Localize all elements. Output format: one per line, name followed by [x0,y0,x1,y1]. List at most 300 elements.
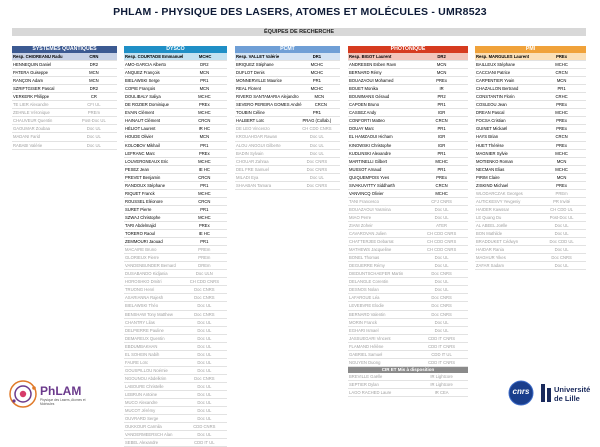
member-status: PREm [198,255,211,261]
member-status: CH CDD CNRS [426,247,457,253]
member-name: Resp. COURTADE Emmanuel [125,54,184,59]
member-row [348,117,468,125]
member-row [124,85,227,93]
member-name: CHANTRY Lilas [125,319,155,325]
member-status: MCHC [198,94,211,100]
member-status: PREx [436,174,447,180]
member-status: CRCN [435,118,448,124]
member-row [124,246,227,254]
member-row [348,311,468,319]
member-name: EGHARI Ismael [349,327,379,333]
member-status: PR1 [437,166,446,172]
member-row [475,142,586,150]
member-name: HAIDER Kawssar [476,206,510,212]
member-row [12,109,117,117]
member-name: HOUDE Olivier [125,134,154,140]
member-row [348,343,468,351]
member-name: QUIQUEMPOIS Yves [349,174,390,180]
member-name: BERNARD Valentin [349,311,386,317]
member-row [348,327,468,335]
member-name: DESNOS Nolan [349,287,379,293]
member-name: TRUONG Henri [125,287,155,293]
member-name: HOROSHKO Dmitri [125,279,162,285]
member-row [235,117,340,125]
member-row [124,423,227,431]
member-name: BERNARD Rémy [349,70,382,76]
sub-section-heading: CIR ET Mis à disposition [348,367,468,373]
member-status: DR1 [312,54,322,59]
member-status: CRCN [435,182,448,188]
member-status: MCHC [555,150,568,156]
member-row [348,133,468,141]
member-row [124,101,227,109]
member-row [124,431,227,439]
member-name: EL SOHEIN Nabih [125,351,160,357]
page-title: PHLAM - PHYSIQUE DES LASERS, ATOMES ET MOLÉCULES - UMR8523 [113,6,487,18]
member-row [348,174,468,182]
member-row [348,206,468,214]
member-status: MCHC [198,190,211,196]
member-row [124,182,227,190]
member-name: MONNERVILLE Maurice [236,78,282,84]
member-status: IR HC [198,126,211,132]
member-row [124,278,227,286]
member-name: ZEMMOURI Jaouad [125,239,163,245]
member-name: SEBEL Alexandre [125,440,159,446]
member-status: Doc CNRS [306,166,328,172]
member-name: Resp. MARGULES Laurent [476,54,530,59]
member-status: PREm [87,110,100,116]
member-name: PIRIM Claire [476,174,500,180]
member-status: CFI UL [87,102,101,108]
member-name: FAURE Loïc [125,359,149,365]
member-row [348,190,468,198]
team-heading: PMI [475,46,586,53]
member-row [124,238,227,246]
member-row [124,311,227,319]
member-name: BADIN Sylvain [236,150,264,156]
member-status: MCN [89,78,99,84]
member-name: GLORIEUX Pierre [125,255,159,261]
member-row [235,85,340,93]
member-row [475,158,586,166]
member-status: MCHC [435,190,448,196]
member-name: HUET Thérèse [476,142,504,148]
team-column-photonique [348,46,468,397]
member-row [235,101,340,109]
member-status: Doc CNRS [306,182,328,188]
member-status: MCHC [555,110,568,116]
member-status: DREm [198,263,211,269]
member-status: Doc UL [554,231,569,237]
phlam-logo-tagline: Physique des Lasers, Atomes et Molécules [40,398,86,406]
member-name: FLAMAND Hélène [349,343,384,349]
cnrs-logo-name: cnrs [512,387,530,396]
phlam-emblem-icon [8,379,38,409]
member-name: HÉLIOT Laurent [125,126,156,132]
member-name: RANDOUX Stéphane [125,182,166,188]
member-name: MATHEWS Jacqueline [349,247,392,253]
member-row [235,182,340,190]
member-name: LE Quang Du [476,214,502,220]
member-status: Doc CNRS [431,295,452,301]
member-row [12,117,117,125]
member-row [124,190,227,198]
member-row [124,399,227,407]
member-status: IR CEA [434,389,449,395]
member-row [12,133,117,141]
member-status: CFJ CNRS [431,198,452,204]
member-name: DEMAREUX Quentin [125,335,165,341]
member-row [124,270,227,278]
member-name: COPIE François [125,86,156,92]
member-name: GABRIEL Samuel [349,351,383,357]
member-row [235,77,340,85]
member-name: COSLEOU Jean [476,102,507,108]
member-row [348,246,468,254]
member-row [124,174,227,182]
member-name: VANDERMEERSCH Alan [125,432,173,438]
member-name: HALBERT Loïc [236,118,265,124]
member-row [348,125,468,133]
member-name: BOUAZAOUI Mohamed [349,78,394,84]
member-row [475,77,586,85]
member-row [348,182,468,190]
member-name: ALOU ANGGUI Gilberte [236,142,281,148]
member-row [348,85,468,93]
member-name: NGUYEN Duong [349,359,381,365]
member-status: Doc CNRS [194,311,215,317]
member-status: MCN [199,134,210,140]
member-row [235,93,340,101]
member-row [235,150,340,158]
team-column-pcmt [235,46,340,190]
member-row [124,302,227,310]
member-status: Doc UL [197,359,212,365]
member-status: Doc UL [554,222,569,228]
member-name: DUFLOT Denis [236,70,265,76]
member-row [124,262,227,270]
member-name: TOUBIN Céline [236,110,265,116]
member-status: CDD IT UL [431,351,452,357]
team-heading: DYSCO [124,46,227,53]
member-name: MUSSOT Arnaud [349,166,382,172]
member-status: Doc UL [197,351,212,357]
university-emblem-icon [540,382,552,404]
member-name: HAYS Brian [476,134,499,140]
member-row [348,166,468,174]
member-name: CHATTERJEE Debarrat [349,239,394,245]
member-row [124,125,227,133]
member-status: CRCN [198,174,211,180]
member-status: Doc UL [434,206,449,212]
member-status: MCN [199,70,210,76]
member-status: IGR [437,110,446,116]
member-status: MCN [199,86,210,92]
member-row [348,254,468,262]
member-status: CH CDD CNRS [426,231,457,237]
member-row [475,166,586,174]
member-row [124,375,227,383]
member-name: EVAIN Clément [125,110,155,116]
member-name: MADANI Farid [13,134,40,140]
member-status: Doc UL [434,287,449,293]
member-status: Doc UL [434,319,449,325]
member-name: KUDLINSKI Alexandre [349,150,391,156]
member-row [475,174,586,182]
member-status: PR1 [200,239,209,245]
member-status: CR [90,94,97,100]
member-row [475,254,586,262]
member-name: LOUVERGNEAUX Eric [125,158,169,164]
member-name: MIAO Perre [349,214,372,220]
member-name: DOULIBALY Saliya [125,94,161,100]
member-name: DELPIERRE Pauline [125,327,164,333]
member-status: PR Invité [553,198,571,204]
member-row [348,93,468,101]
member-status: Doc CNRS [431,271,452,277]
member-row [475,238,586,246]
member-row [348,101,468,109]
member-name: PATERA Guiseppe [13,70,48,76]
member-name: Resp. VALLET Valérie [236,54,280,59]
member-name: BOUET Monika [349,86,379,92]
member-name: SZWAJ Christophe [125,214,161,220]
member-row [124,343,227,351]
member-status: MCHC [198,214,211,220]
member-status: Doc UL [309,174,324,180]
member-row [348,351,468,359]
member-status: CRN [89,54,99,59]
member-status: MCHC [310,62,324,68]
member-row [475,262,586,270]
member-status: MCHC [555,166,568,172]
member-status: Doc UL [309,142,324,148]
member-name: LAFARGUE Léa [349,295,380,301]
member-row [348,238,468,246]
member-status: IE HC [198,231,210,237]
member-name: DELANGLE Corentin [349,279,389,285]
member-row [235,125,340,133]
member-name: DREAN Pascal [476,110,505,116]
member-row [124,327,227,335]
member-row [348,142,468,150]
member-status: ATER [436,222,448,228]
member-row [124,150,227,158]
member-name: BONEL Thomas [349,255,380,261]
member-name: SEVERO PEREIRA GOMES André [236,102,302,108]
member-name: ANQUEZ François [125,70,160,76]
member-name: CHOUAR Zahraa [236,158,269,164]
member-name: MORIN Franck [349,319,377,325]
member-row [348,61,468,69]
member-status: CRCN [555,134,568,140]
member-row [235,109,340,117]
member-row [124,117,227,125]
member-name: CHAUVEUR Quentin [13,118,53,124]
member-name: VANDENBUNDER Bernard [125,263,176,269]
member-status: PR1 [200,78,209,84]
member-status: PREx [556,182,567,188]
university-logo-line1: Université [554,385,591,394]
member-row [235,166,340,174]
member-status: PR1 [437,126,446,132]
member-status: Post-Doc UL [82,118,106,124]
member-status: PR1 [557,86,566,92]
member-row [475,69,586,77]
member-status: Doc UL [434,214,449,220]
member-row [12,125,117,133]
university-logo-line2: de Lille [554,394,580,403]
member-status: CH CDD CNRS [426,239,457,245]
member-name: NECMAN Elias [476,166,505,172]
team-leader-row [124,53,227,61]
member-name: SZRIFTGISER Pascal [13,86,55,92]
member-row [475,246,586,254]
member-status: PR1 [200,182,209,188]
member-row [348,278,468,286]
member-row [124,142,227,150]
member-name: ZIANI Zoheir [349,222,373,228]
member-status: Doc UL [197,303,212,309]
member-row [124,367,227,375]
member-name: LEBRUN Antoine [125,391,158,397]
member-name: BENSHAW Tony Matthew [125,311,173,317]
section-subtitle: ÉQUIPES DE RECHERCHE [12,28,586,36]
member-status: Doc CNRS [431,303,452,309]
member-status: MCHC [198,158,211,164]
member-name: RANÇON Adam [13,78,44,84]
member-name: MUCOT Jérémy [125,408,156,414]
member-row [475,214,586,222]
member-status: PR1 [200,206,209,212]
member-name: CONFORTI Matteo [349,118,385,124]
member-name: TANI Francesco [349,198,379,204]
member-name: ANDRESEN Esben Ravn [349,62,397,68]
member-status: IR Lightcore [430,381,453,387]
member-status: Doc UL [197,343,212,349]
member-name: Resp. CHIOREANU Radu [13,54,63,59]
member-status: PREx [198,222,210,228]
member-row [235,61,340,69]
member-name: PREVET Benjamin [125,174,161,180]
team-heading: PCMT [235,46,340,53]
member-row [348,319,468,327]
member-name: VERKERK Philippe [13,94,50,100]
member-row [348,262,468,270]
member-name: CAPOEN Bruno [349,102,380,108]
member-status: Doc CNRS [194,295,215,301]
member-name: MAGNIER Sylvie [476,150,508,156]
member-row [348,214,468,222]
member-name: MILADI Eya [236,174,259,180]
member-name: RIVERO SANTAMARIA Alejandro [236,94,299,100]
member-status: CRCN [198,118,211,124]
member-row [124,77,227,85]
member-name: HAIDAR Rania [476,247,504,253]
member-status: PREx [556,102,567,108]
member-status: PREx [556,142,567,148]
member-row [124,109,227,117]
member-name: FOCSA Cristian [476,118,506,124]
member-row [348,373,468,381]
member-name: GOUSPILLOU Noémie [125,367,168,373]
member-status: Doc UL [197,367,212,373]
member-name: CHAZALLON Bertrand [476,86,519,92]
member-status: MCHC [198,54,212,59]
member-row [348,150,468,158]
member-status: PR1 [437,150,446,156]
member-row [124,198,227,206]
member-status: MCN [556,158,567,164]
member-status: CRCN [555,70,568,76]
member-name: PESEZ Jean [125,166,149,172]
member-status: Doc UL [309,150,324,156]
member-name: ZISKIND Michael [476,182,509,188]
member-row [348,359,468,367]
member-row [124,61,227,69]
member-name: DEGUERRE Rémy [349,263,385,269]
member-row [475,222,586,230]
member-name: ZEHNLE Véronique [13,110,50,116]
member-status: IR Lightcore [430,373,453,379]
member-name: TE LIER Alexandre [13,102,49,108]
member-row [475,150,586,158]
member-name: CACCIANI Patrice [476,70,511,76]
member-status: MCN [314,94,325,100]
member-name: BIELAWSKI Serge [125,78,160,84]
member-status: Doc UL [434,327,449,333]
team-column-systemes-quantiques [12,46,117,150]
member-row [475,125,586,133]
member-status: IE HC [198,166,210,172]
member-status: Doc UL [197,391,212,397]
member-status: PRAG (Collab.) [302,118,332,124]
member-name: CAVAROVAN Julien [349,231,387,237]
member-row [124,254,227,262]
member-row [475,109,586,117]
member-name: SURET Pierre [125,206,152,212]
member-row [124,359,227,367]
member-row [124,383,227,391]
member-row [124,351,227,359]
member-name: RIQUET Franck [125,190,155,196]
member-row [235,142,340,150]
member-name: JASSUEGARI Vincent [349,335,391,341]
member-name: SHAABAN Tamara [236,182,272,188]
member-status: DR2 [89,86,99,92]
member-status: MCN [556,78,567,84]
member-status: CDD IT CNRS [428,359,456,365]
member-status: PREx [198,102,210,108]
member-status: CDD CNRS [193,424,216,430]
member-row [124,166,227,174]
member-status: PREm [198,247,211,253]
member-status: MCHC [198,110,211,116]
member-status: Doc CDD UL [549,239,574,245]
member-status: Doc UL [86,126,101,132]
member-status: Doc UL [434,255,449,261]
member-name: GAOUMAR Zoubaa [13,126,51,132]
member-status: Doc UL [309,134,324,140]
member-name: BRADDUKET Cédwyn [476,239,519,245]
team-heading: PHOTONIQUE [348,46,468,53]
member-row [124,286,227,294]
member-status: Doc UL [197,432,212,438]
member-row [348,230,468,238]
member-row [12,101,117,109]
member-status: PREm [555,190,568,196]
